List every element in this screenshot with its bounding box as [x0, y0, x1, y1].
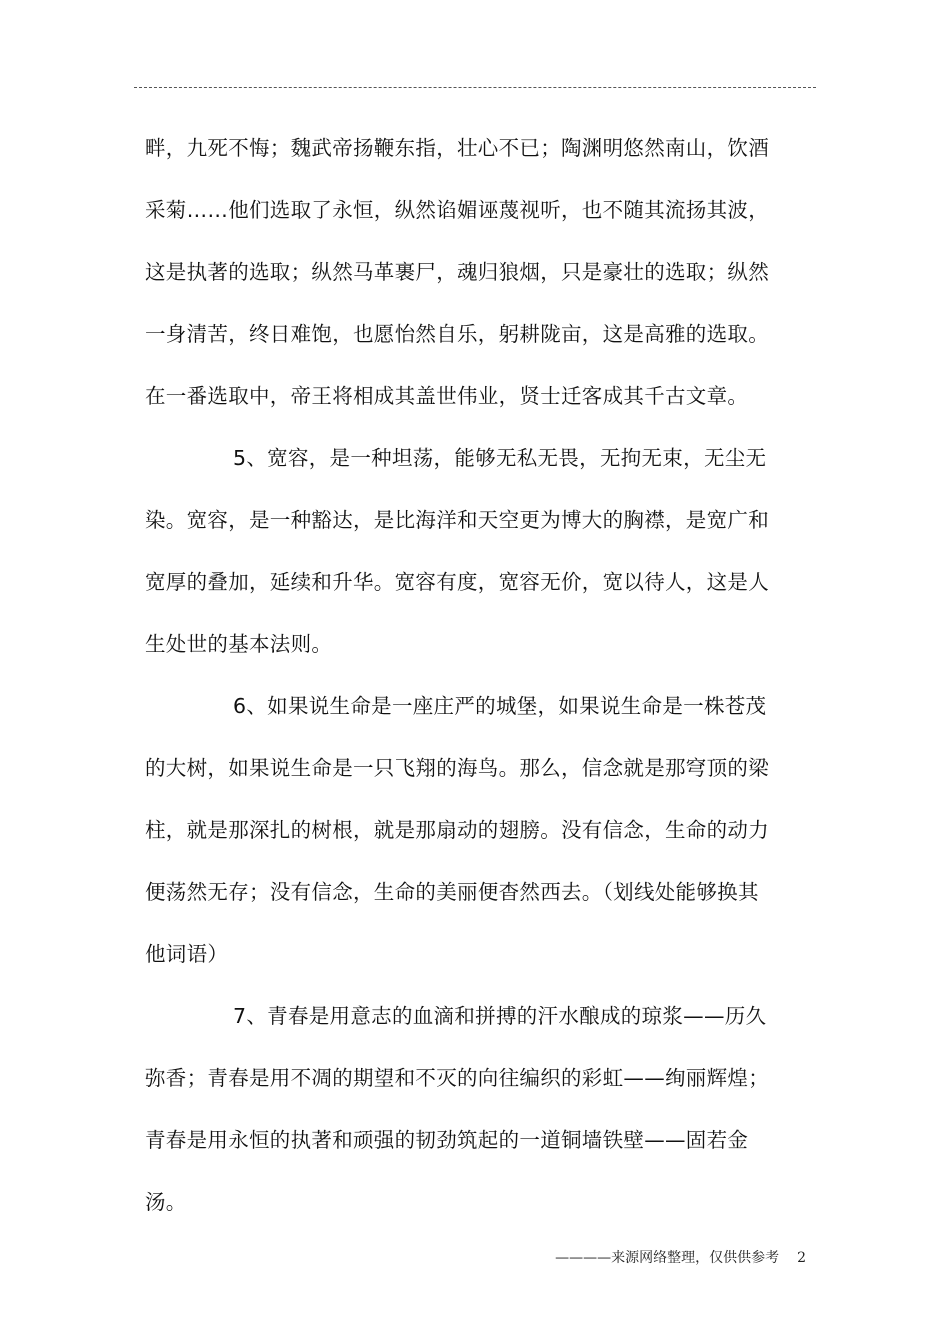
text-line: 采菊……他们选取了永恒，纵然谄媚诬蔑视听，也不随其流扬其波， — [145, 198, 769, 222]
text-line: 柱，就是那深扎的树根，就是那扇动的翅膀。没有信念，生命的动力 — [145, 818, 769, 842]
paragraph-2 — [145, 427, 813, 675]
text-line: 染。宽容，是一种豁达，是比海洋和天空更为博大的胸襟，是宽广和 — [145, 508, 769, 532]
text-line: 畔，九死不悔；魏武帝扬鞭东指，壮心不已；陶渊明悠然南山，饮酒 — [145, 136, 769, 160]
text-line: 在一番选取中，帝王将相成其盖世伟业，贤士迁客成其千古文章。 — [145, 384, 749, 408]
text-line: 这是执著的选取；纵然马革裹尸，魂归狼烟，只是豪壮的选取；纵然 — [145, 260, 769, 284]
text-line: 宽厚的叠加，延续和升华。宽容有度，宽容无价，宽以待人，这是人 — [145, 570, 769, 594]
text-line: 弥香；青春是用不凋的期望和不灭的向往编织的彩虹——绚丽辉煌； — [145, 1066, 769, 1090]
paragraph-1 — [145, 117, 813, 427]
paragraph-3 — [145, 675, 813, 985]
text-line: 7、青春是用意志的血滴和拼搏的汗水酿成的琼浆——历久 — [233, 1004, 767, 1028]
document-body — [145, 117, 813, 1233]
text-line: 的大树，如果说生命是一只飞翔的海鸟。那么，信念就是那穹顶的梁 — [145, 756, 769, 780]
text-line: 便荡然无存；没有信念，生命的美丽便杳然西去。（划线处能够换其 — [145, 880, 759, 904]
text-line: 生处世的基本法则。 — [145, 632, 333, 656]
page-number: 2 — [797, 1250, 806, 1266]
footer-source-note: ————来源网络整理，仅供供参考 — [555, 1250, 780, 1266]
header-divider — [134, 87, 816, 88]
text-line: 5、宽容，是一种坦荡，能够无私无畏，无拘无束，无尘无 — [233, 446, 767, 470]
paragraph-4 — [145, 985, 813, 1233]
text-line: 他词语） — [145, 942, 229, 966]
text-line: 6、如果说生命是一座庄严的城堡，如果说生命是一株苍茂 — [233, 694, 767, 718]
text-line: 青春是用永恒的执著和顽强的韧劲筑起的一道铜墙铁壁——固若金 — [145, 1128, 749, 1152]
text-line: 汤。 — [145, 1190, 187, 1214]
page-footer — [555, 1247, 806, 1267]
text-line: 一身清苦，终日难饱，也愿怡然自乐，躬耕陇亩，这是高雅的选取。 — [145, 322, 769, 346]
